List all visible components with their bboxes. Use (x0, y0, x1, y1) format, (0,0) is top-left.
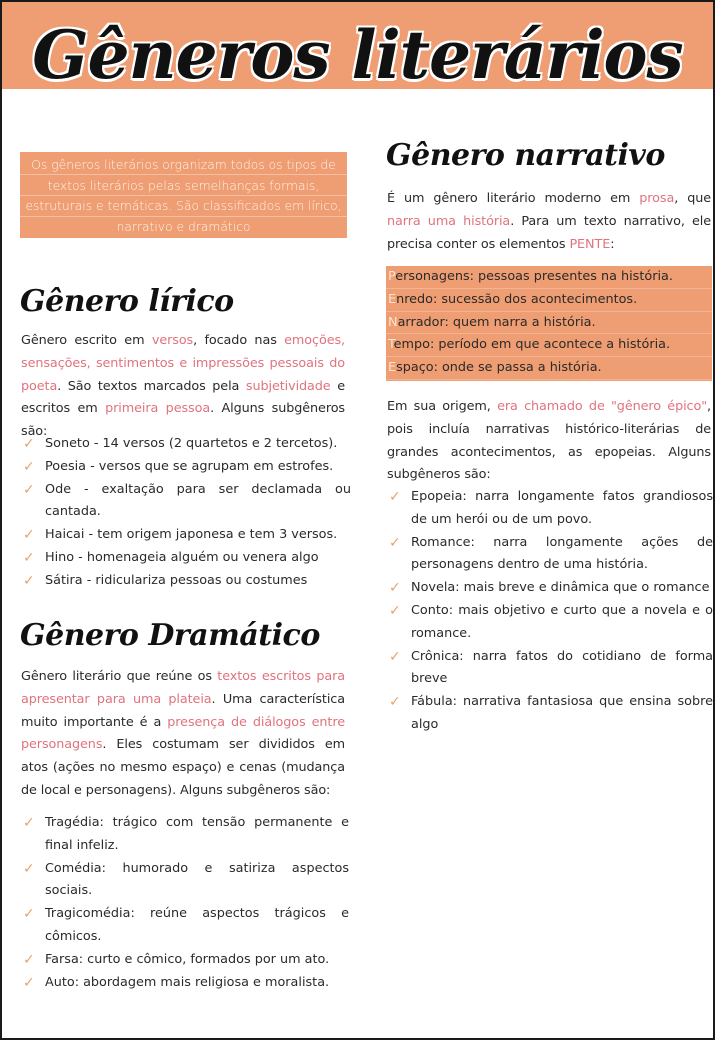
highlighted-term: emoções, sensações, sentimentos e impressões pessoais do poeta (21, 333, 345, 394)
checkmark-icon: ✓ (23, 481, 35, 498)
list-item-text: Sátira - ridiculariza pessoas ou costumes (45, 572, 308, 588)
list-item-text: Hino - homenageia alguém ou venera algo (45, 549, 319, 565)
list-item-text: Tragicomédia: reúne aspectos trágicos e cômicos. (45, 906, 349, 944)
pente-text: arrador: quem narra a história. (397, 314, 596, 330)
checkmark-icon: ✓ (23, 906, 35, 923)
list-item (21, 479, 351, 525)
text-run: , focado nas (193, 333, 285, 348)
checkmark-icon: ✓ (389, 602, 401, 619)
highlighted-term: era chamado de "gênero épico" (497, 399, 708, 414)
list-item (21, 524, 351, 547)
dramatico-paragraph (21, 666, 345, 803)
section-title-lirico: Gênero lírico (20, 284, 234, 319)
list-item-text: Poesia - versos que se agrupam em estrofes. (45, 458, 334, 474)
pente-row (386, 357, 712, 380)
pente-text: spaço: onde se passa a história. (396, 360, 602, 376)
text-run: Gênero escrito em (21, 333, 152, 348)
narrativo-paragraph-origin (387, 396, 711, 487)
text-run: . Alguns subgêneros são: (21, 401, 345, 440)
pente-initial: P (388, 269, 396, 284)
pente-initial: E (388, 360, 397, 376)
checkmark-icon: ✓ (23, 860, 35, 877)
list-item-text: Crônica: narra fatos do cotidiano de forma breve (411, 648, 713, 687)
pente-row (386, 334, 712, 357)
list-item (21, 812, 349, 858)
list-item-text: Haicai - tem origem japonesa e tem 3 versos. (45, 527, 338, 543)
text-run: É um gênero literário moderno em (387, 191, 640, 206)
text-run: : (610, 236, 615, 252)
list-item (387, 646, 713, 692)
lirico-paragraph (21, 330, 345, 444)
text-run: , que (674, 191, 711, 206)
lirico-subgenres-list (21, 433, 351, 593)
pente-row (386, 312, 712, 335)
text-run: . Para um texto narrativo, ele precisa conter os elementos (387, 213, 712, 252)
text-run: Em sua origem, (387, 399, 498, 414)
highlighted-term: primeira pessoa (105, 401, 211, 417)
checkmark-icon: ✓ (23, 549, 35, 566)
checkmark-icon: ✓ (23, 572, 35, 589)
checkmark-icon: ✓ (23, 815, 35, 831)
text-run: . São textos marcados pela (57, 378, 246, 394)
list-item-text: Conto: mais objetivo e curto que a novela e o romance. (411, 602, 713, 641)
list-item (387, 691, 713, 737)
narrativo-paragraph-intro (387, 188, 711, 256)
highlighted-term: PENTE (569, 236, 611, 252)
highlighted-term: prosa (639, 191, 675, 206)
narrativo-subgenres-list (387, 486, 713, 737)
list-item-text: Novela: mais breve e dinâmica que o romance (411, 580, 710, 596)
section-title-narrativo: Gênero narrativo (386, 138, 665, 173)
checkmark-icon: ✓ (23, 527, 35, 544)
highlighted-term: versos (151, 333, 194, 348)
checkmark-icon: ✓ (389, 489, 401, 505)
pente-initial: E (388, 291, 397, 307)
highlighted-term: presença de diálogos entre personagens (21, 714, 345, 753)
list-item-text: Tragédia: trágico com tensão permanente e final infeliz. (45, 815, 349, 853)
pente-row (386, 289, 712, 312)
pente-elements-box (386, 266, 712, 381)
checkmark-icon: ✓ (23, 436, 35, 452)
list-item-text: Epopeia: narra longamente fatos grandiosos de um herói ou de um povo. (411, 489, 713, 527)
list-item (387, 486, 713, 532)
checkmark-icon: ✓ (23, 974, 35, 991)
list-item (21, 456, 351, 479)
pente-text: ersonagens: pessoas presentes na história. (395, 269, 673, 284)
highlighted-term: textos escritos para apresentar para uma plateia (21, 669, 345, 707)
pente-text: nredo: sucessão dos acontecimentos. (396, 291, 638, 307)
list-item (387, 577, 713, 600)
text-run: . Eles costumam ser divididos em atos (ações no mesmo espaço) e cenas (mudança de local e personagens). Alguns subgêneros são: (21, 737, 345, 798)
dramatico-subgenres-list (21, 812, 349, 994)
list-item (21, 903, 349, 949)
section-title-dramatico: Gênero Dramático (20, 618, 320, 653)
list-item (387, 600, 713, 646)
intro-text: Os gêneros literários organizam todos os tipos de textos literários pelas semelhanças formais, estruturais e temáticas. São classificados em lírico, narrativo e dramático (25, 158, 342, 234)
list-item-text: Fábula: narrativa fantasiosa que ensina sobre algo (411, 694, 713, 732)
list-item-text: Romance: narra longamente ações de personagens dentro de uma história. (411, 534, 713, 573)
list-item (21, 972, 349, 995)
list-item (21, 570, 351, 593)
list-item-text: Farsa: curto e cômico, formados por um ato. (45, 951, 330, 967)
checkmark-icon: ✓ (389, 580, 401, 597)
checkmark-icon: ✓ (23, 458, 35, 475)
page-title: Gêneros literários (32, 16, 683, 94)
pente-row (386, 266, 712, 289)
highlighted-term: narra uma história (387, 213, 511, 229)
highlighted-term: subjetividade (245, 378, 331, 394)
list-item-text: Auto: abordagem mais religiosa e moralista. (45, 974, 330, 990)
text-run: . Uma característica muito importante é a (21, 691, 345, 730)
list-item (387, 532, 713, 578)
list-item (21, 858, 349, 904)
list-item (21, 433, 351, 456)
list-item (21, 949, 349, 972)
text-run: Gênero literário que reúne os (21, 669, 218, 684)
intro-box (20, 152, 347, 238)
checkmark-icon: ✓ (23, 951, 35, 968)
pente-text: empo: período em que acontece a história. (393, 337, 671, 353)
checkmark-icon: ✓ (389, 648, 401, 665)
pente-initial: N (388, 314, 398, 330)
list-item-text: Ode - exaltação para ser declamada ou cantada. (45, 481, 351, 520)
list-item-text: Soneto - 14 versos (2 quartetos e 2 tercetos). (45, 436, 338, 451)
text-run: , pois incluía narrativas histórico-literárias de grandes acontecimentos, as epopeias. Alguns subgêneros são: (387, 399, 711, 483)
list-item (21, 547, 351, 570)
checkmark-icon: ✓ (389, 694, 401, 711)
list-item-text: Comédia: humorado e satiriza aspectos sociais. (45, 860, 349, 899)
text-run: e escritos em (21, 378, 345, 417)
checkmark-icon: ✓ (389, 534, 401, 551)
pente-initial: T (388, 337, 394, 353)
